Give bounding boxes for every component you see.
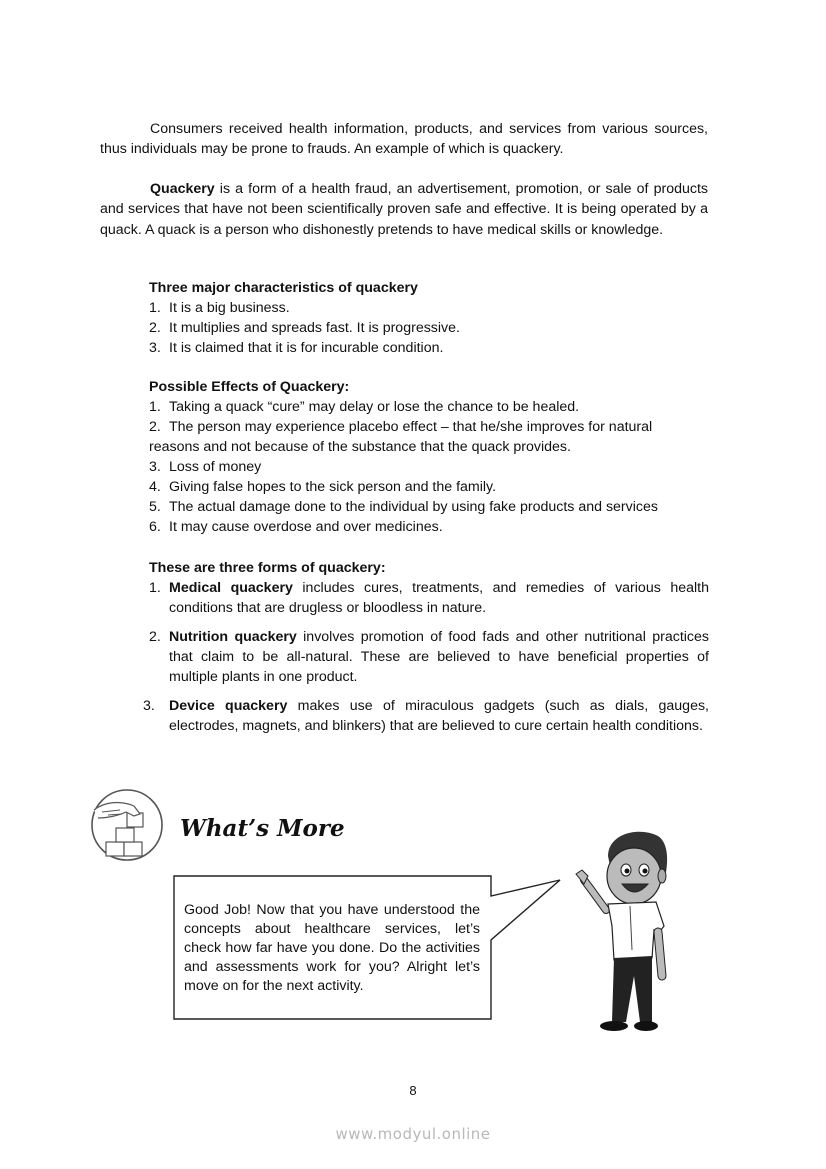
characteristic-item: 1. It is a big business. — [149, 300, 290, 316]
hand-stacking-blocks-icon — [90, 788, 164, 862]
form-term: Device quackery — [169, 698, 288, 714]
form-term: Medical quackery — [169, 580, 293, 596]
form-term: Nutrition quackery — [169, 629, 297, 645]
effect-item: 3. Loss of money — [149, 459, 262, 475]
characteristics-heading: Three major characteristics of quackery — [149, 280, 418, 296]
page-number: 8 — [409, 1083, 417, 1098]
effect-item: 5. The actual damage done to the individual by using fake products and services — [149, 499, 658, 515]
characteristic-item: 2. It multiplies and spreads fast. It is progressive. — [149, 320, 460, 336]
form-item-device: 3. Device quackery makes use of miraculous gadgets (such as dials, gauges, electrodes, magnets, and blinkers) that are believed to cure certain health conditions. — [143, 698, 710, 735]
effect-item-continuation: reasons and not because of the substance that the quack provides. — [149, 439, 571, 455]
effect-item: 4. Giving false hopes to the sick person and the family. — [149, 479, 497, 495]
speech-bubble-text: Good Job! Now that you have understood the concepts about healthcare services, let’s check how far have you done. Do the activities and assessments work for you? Alright let’s move on for the next activity. — [184, 902, 480, 994]
characteristic-item: 3. It is claimed that it is for incurable condition. — [149, 340, 444, 356]
effect-item: 1. Taking a quack “cure” may delay or lose the chance to be healed. — [149, 399, 580, 415]
quackery-term: Quackery — [150, 181, 215, 197]
intro-paragraph-1: Consumers received health information, products, and services from various sources, thus individuals may be prone to frauds. An example of which is quackery. — [100, 121, 708, 158]
whats-more-title: What’s More — [180, 815, 345, 842]
boy-pointing-illustration — [568, 826, 688, 1036]
watermark: www.modyul.online — [335, 1125, 491, 1143]
effects-heading: Possible Effects of Quackery: — [149, 379, 350, 395]
form-item-medical: 1. Medical quackery includes cures, treatments, and remedies of various health conditions that are drugless or bloodless in nature. — [149, 580, 709, 617]
quackery-definition: is a form of a health fraud, an advertisement, promotion, or sale of products and services that have not been scientifically proven safe and effective. It is being operated by a quack. A quack is a person who dishonestly pretends to have medical skills or knowledge. — [100, 181, 708, 238]
effect-item: 2. The person may experience placebo effect – that he/she improves for natural — [149, 419, 653, 435]
effect-item: 6. It may cause overdose and over medicines. — [149, 519, 443, 535]
intro-paragraph-2 — [100, 179, 708, 240]
forms-heading: These are three forms of quackery: — [149, 560, 386, 576]
form-item-nutrition: 2. Nutrition quackery involves promotion of food fads and other nutritional practices that claim to be all-natural. These are believed to have beneficial properties of multiple plants in one product. — [149, 629, 709, 686]
